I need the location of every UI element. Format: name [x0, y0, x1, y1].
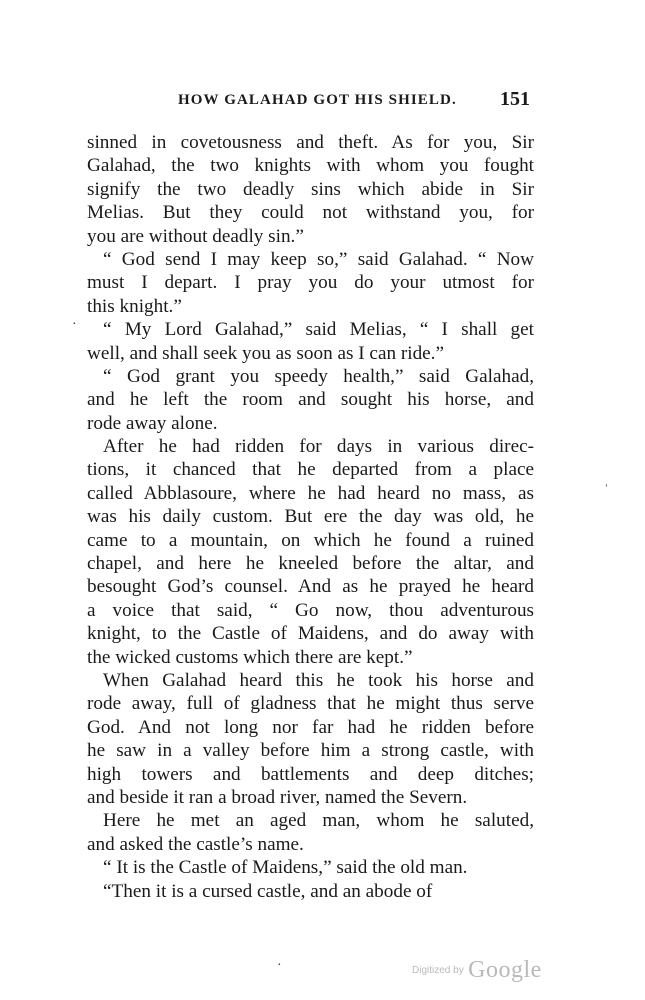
text-line: When Galahad heard this he took his horse and	[103, 669, 534, 691]
text-line: a voice that said, “ Go now, thou adventurous	[87, 599, 534, 621]
text-line: high towers and battlements and deep ditches;	[87, 763, 534, 785]
digitized-by-google-watermark	[412, 957, 542, 984]
text-line: knight, to the Castle of Maidens, and do away with	[87, 623, 534, 645]
text-line: rode away alone.	[87, 412, 218, 434]
page-number: 151	[500, 88, 530, 110]
text-line: this knight.”	[87, 295, 182, 317]
text-line: he saw in a valley before him a strong castle, with	[87, 740, 534, 762]
text-line: sinned in covetousness and theft. As for you, Sir	[87, 132, 534, 153]
text-line: “ God send I may keep so,” said Galahad. “ Now	[103, 248, 534, 270]
text-line: “ My Lord Galahad,” said Melias, “ I shall get	[103, 319, 534, 341]
stray-dot-mark: ·	[72, 317, 77, 332]
text-line: Here he met an aged man, whom he saluted,	[103, 810, 534, 832]
stray-tick-mark: ˈ	[604, 483, 609, 498]
text-line: “ It is the Castle of Maidens,” said the old man.	[103, 857, 468, 879]
text-line: and asked the castle’s name.	[87, 833, 304, 855]
text-line: Melias. But they could not withstand you, for	[87, 202, 534, 224]
text-line: and he left the room and sought his horse, and	[87, 389, 534, 411]
stray-dot-mark: ·	[277, 958, 282, 973]
digitized-prefix: Digitized by	[412, 965, 464, 976]
text-line: “Then it is a cursed castle, and an abode of	[103, 880, 433, 902]
text-line: must I depart. I pray you do your utmost for	[87, 272, 534, 294]
text-line: God. And not long nor far had he ridden before	[87, 716, 534, 738]
text-line: and beside it ran a broad river, named the Severn.	[87, 786, 468, 808]
body-text	[87, 131, 534, 903]
text-line: rode away, full of gladness that he might thus serve	[87, 693, 534, 715]
text-line: called Abblasoure, where he had heard no mass, as	[87, 482, 534, 504]
text-line: well, and shall seek you as soon as I can ride.”	[87, 342, 444, 364]
text-line: signify the two deadly sins which abide in Sir	[87, 178, 534, 200]
text-line: Galahad, the two knights with whom you fought	[87, 155, 534, 177]
text-line: chapel, and here he kneeled before the altar, and	[87, 553, 534, 575]
text-line: came to a mountain, on which he found a ruined	[87, 529, 534, 551]
text-line: the wicked customs which there are kept.”	[87, 646, 413, 668]
text-line: “ God grant you speedy health,” said Galahad,	[103, 365, 534, 387]
google-wordmark: Google	[468, 957, 542, 983]
text-line: you are without deadly sin.”	[87, 225, 304, 247]
text-line: besought God’s counsel. And as he prayed he heard	[87, 576, 534, 598]
text-line: After he had ridden for days in various direc-	[103, 436, 534, 458]
text-line: tions, it chanced that he departed from a place	[87, 459, 534, 481]
running-head: HOW GALAHAD GOT HIS SHIELD.	[178, 92, 457, 108]
text-line: was his daily custom. But ere the day was old, he	[87, 506, 534, 528]
